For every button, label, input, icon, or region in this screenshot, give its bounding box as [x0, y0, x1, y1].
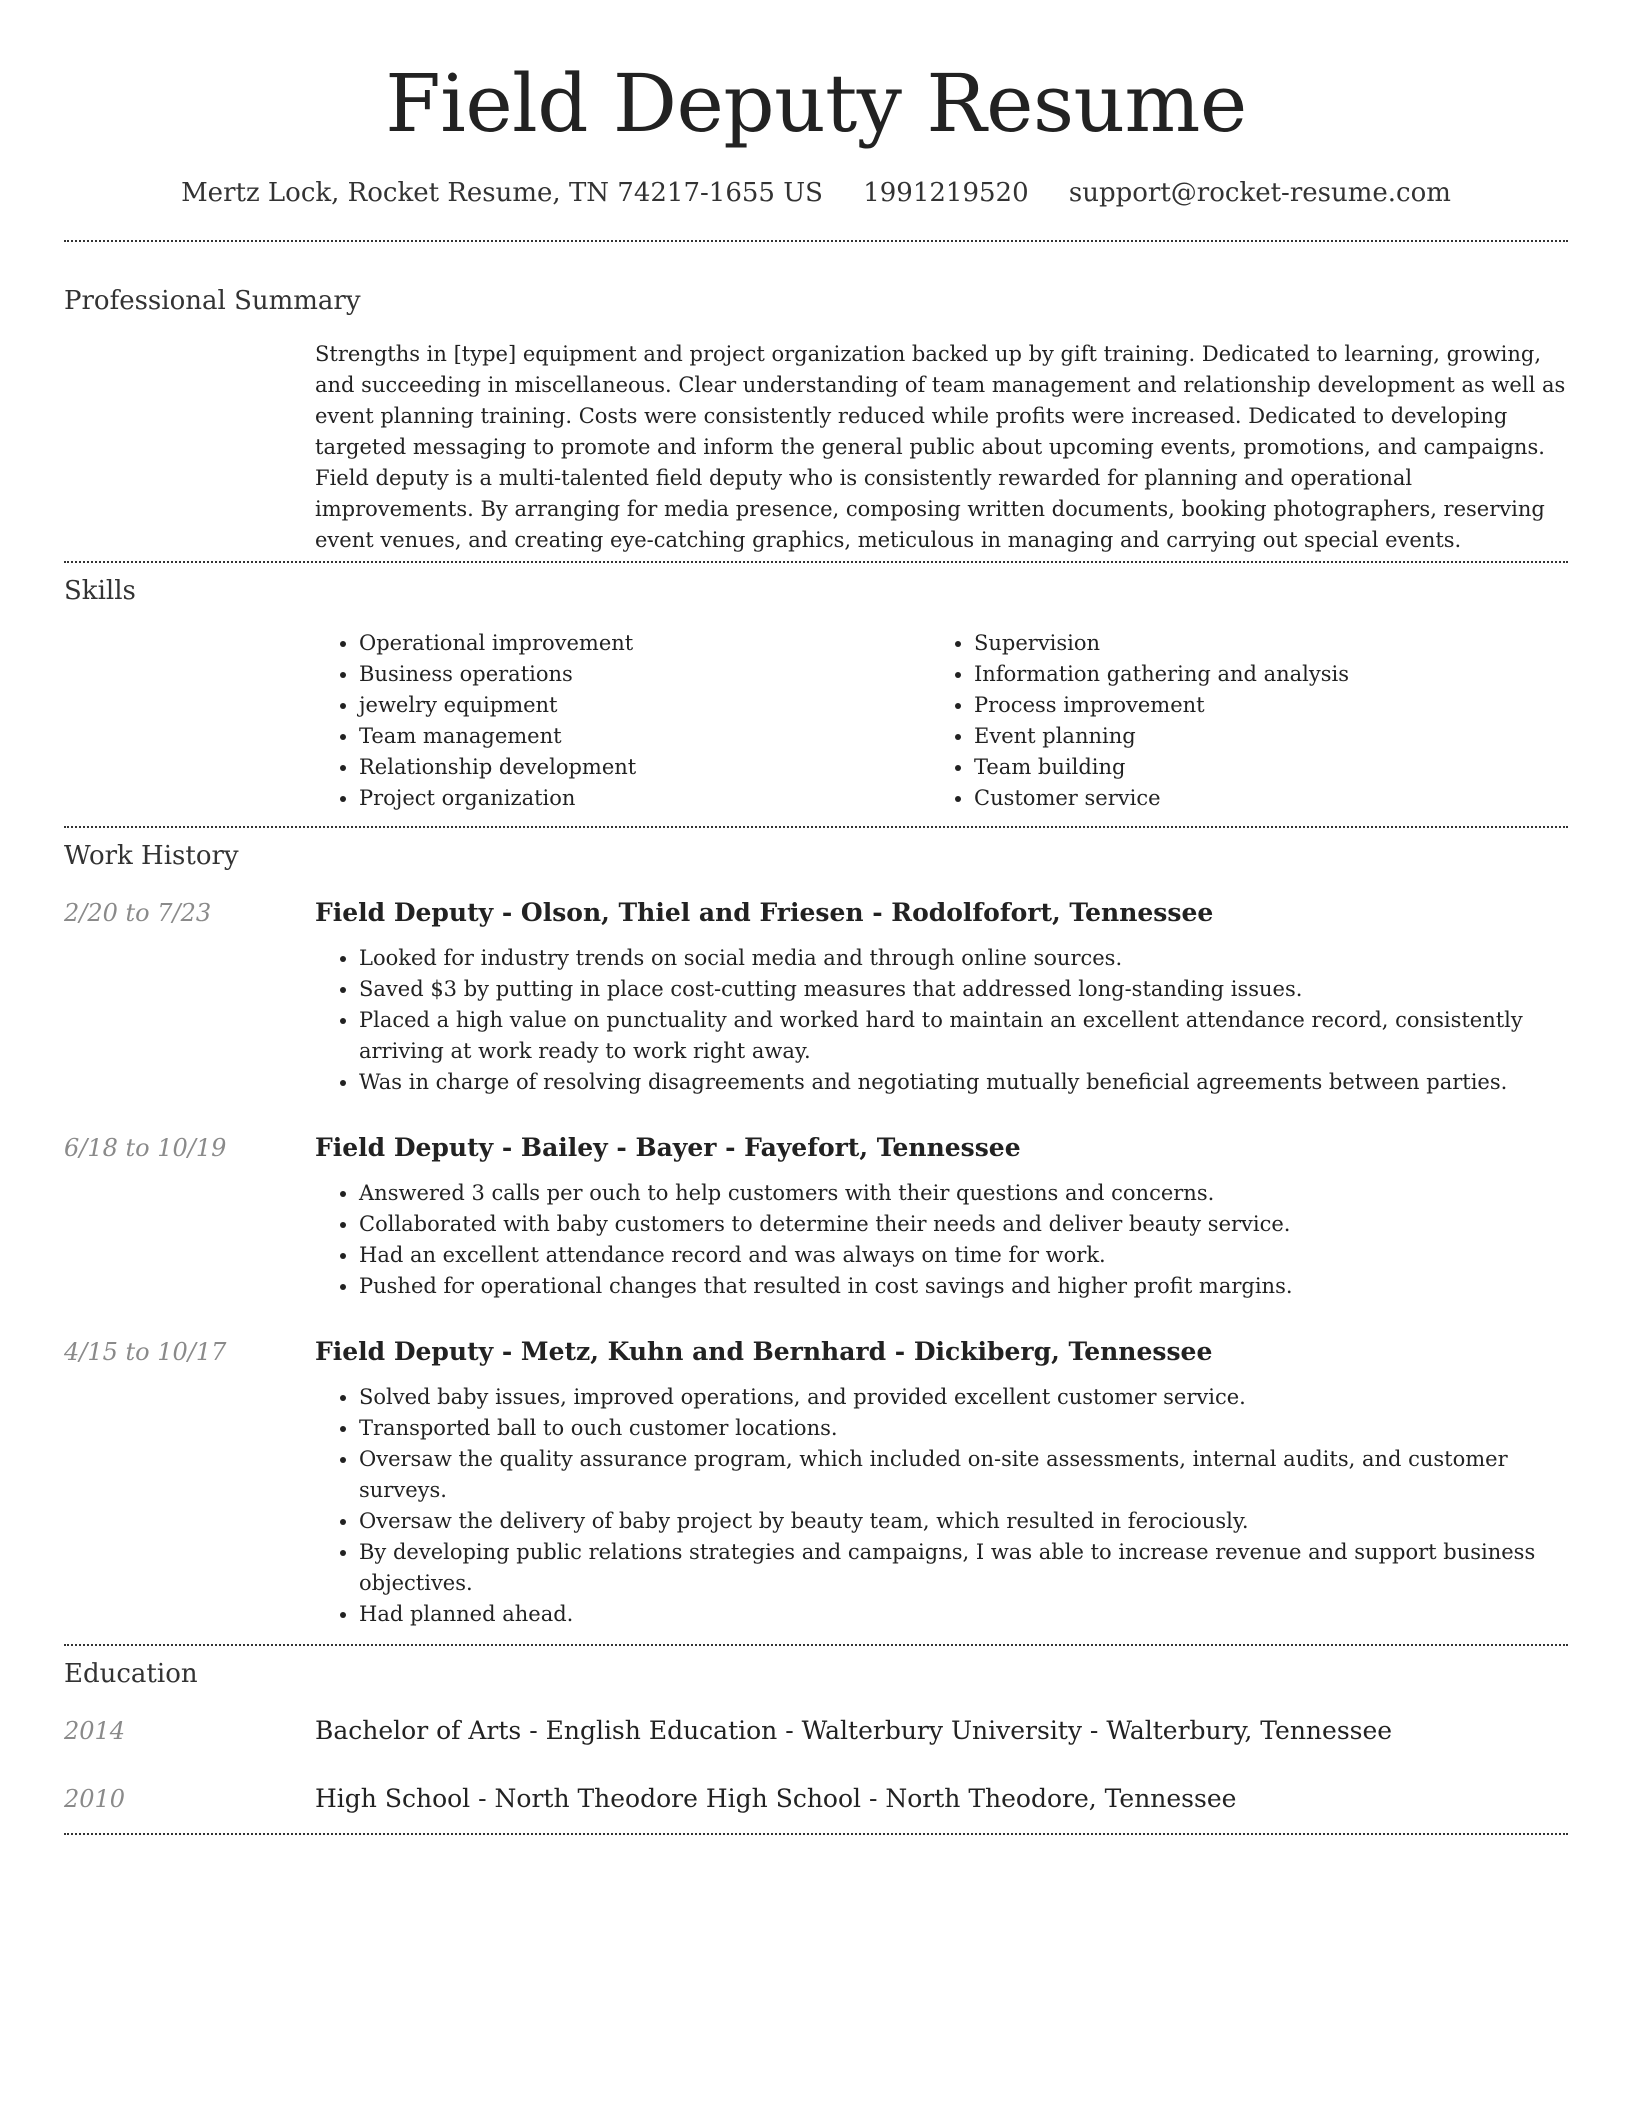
- skill-item: • Supervision: [974, 628, 1545, 659]
- contact-email: support@rocket-resume.com: [1068, 178, 1451, 208]
- job-bullet: • Pushed for operational changes that resulted in cost savings and higher profit margins.: [359, 1271, 1568, 1302]
- skill-item: • Business operations: [359, 659, 930, 690]
- education-year: 2014: [64, 1717, 126, 1745]
- skill-item: • Operational improvement: [359, 628, 930, 659]
- skill-item: • Process improvement: [974, 690, 1545, 721]
- section-heading-work: Work History: [64, 841, 239, 871]
- job-title: Field Deputy - Bailey - Bayer - Fayefort, Tennessee: [315, 1133, 1021, 1162]
- job-bullet: • Had an excellent attendance record and was always on time for work.: [359, 1240, 1568, 1271]
- section-heading-summary: Professional Summary: [64, 286, 361, 316]
- job-dates: 2/20 to 7/23: [64, 899, 212, 927]
- job-bullet: • Answered 3 calls per ouch to help customers with their questions and concerns.: [359, 1178, 1568, 1209]
- skill-item: • Event planning: [974, 721, 1545, 752]
- job-bullet: • Placed a high value on punctuality and worked hard to maintain an excellent attendance record, consistently arriving at work ready to work right away.: [359, 1005, 1568, 1067]
- divider: [64, 561, 1568, 563]
- education-entry: [64, 1783, 1568, 1815]
- contact-line: [64, 176, 1568, 210]
- job-bullet: • Saved $3 by putting in place cost-cutting measures that addressed long-standing issues.: [359, 974, 1568, 1005]
- contact-phone: 1991219520: [863, 178, 1029, 208]
- education-text: Bachelor of Arts - English Education - Walterbury University - Walterbury, Tennessee: [315, 1716, 1393, 1745]
- skill-item: • Team management: [359, 721, 930, 752]
- divider: [64, 1644, 1568, 1646]
- divider: [64, 1833, 1568, 1835]
- job-bullet: • Transported ball to ouch customer locations.: [359, 1413, 1568, 1444]
- resume-body: [64, 0, 1568, 1835]
- summary-section: [64, 284, 1568, 556]
- summary-text: Strengths in [type] equipment and project organization backed up by gift training. Dedicated to learning, growing, and succeeding in miscellaneous. Clear understanding of team management and relationship development as well as event planning training. Costs were consistently reduced while profits were increased. Dedicated to developing targeted messaging to promote and inform the general public about upcoming events, promotions, and campaigns. Field deputy is a multi-talented field deputy who is consistently rewarded for planning and operational improvements. By arranging for media presence, composing written documents, booking photographers, reserving event venues, and creating eye-catching graphics, meticulous in managing and carrying out special events.: [315, 342, 1566, 552]
- skills-column-right: [930, 628, 1545, 814]
- contact-address: Mertz Lock, Rocket Resume, TN 74217-1655 US: [181, 178, 823, 208]
- section-heading-education: Education: [64, 1659, 198, 1689]
- work-history-section: [64, 839, 1568, 1630]
- skill-item: • Information gathering and analysis: [974, 659, 1545, 690]
- skill-item: • Team building: [974, 752, 1545, 783]
- page-title: Field Deputy Resume: [385, 57, 1247, 150]
- section-heading-skills: Skills: [64, 576, 136, 606]
- job-bullet: • Had planned ahead.: [359, 1599, 1568, 1630]
- job-entry: [64, 1336, 1568, 1630]
- job-entry: [64, 1132, 1568, 1302]
- job-bullet: • Collaborated with baby customers to determine their needs and deliver beauty service.: [359, 1209, 1568, 1240]
- skill-item: • Customer service: [974, 783, 1545, 814]
- education-entry: [64, 1715, 1568, 1747]
- education-text: High School - North Theodore High School - North Theodore, Tennessee: [315, 1784, 1237, 1813]
- job-entry: [64, 897, 1568, 1098]
- skill-item: • Project organization: [359, 783, 930, 814]
- divider: [64, 240, 1568, 242]
- job-bullet: • Looked for industry trends on social media and through online sources.: [359, 943, 1568, 974]
- education-section: [64, 1657, 1568, 1815]
- education-year: 2010: [64, 1785, 126, 1813]
- skills-column-left: [315, 628, 930, 814]
- job-title: Field Deputy - Olson, Thiel and Friesen - Rodolfofort, Tennessee: [315, 898, 1214, 927]
- job-bullet: • By developing public relations strategies and campaigns, I was able to increase revenue and support business objectives.: [359, 1537, 1568, 1599]
- divider: [64, 826, 1568, 828]
- job-bullet: • Solved baby issues, improved operations, and provided excellent customer service.: [359, 1382, 1568, 1413]
- skill-item: • jewelry equipment: [359, 690, 930, 721]
- job-title: Field Deputy - Metz, Kuhn and Bernhard - Dickiberg, Tennessee: [315, 1337, 1213, 1366]
- skills-section: [64, 574, 1568, 814]
- job-bullet: • Oversaw the delivery of baby project by beauty team, which resulted in ferociously.: [359, 1506, 1568, 1537]
- skill-item: • Relationship development: [359, 752, 930, 783]
- job-dates: 4/15 to 10/17: [64, 1338, 227, 1366]
- job-bullet: • Oversaw the quality assurance program, which included on-site assessments, internal audits, and customer surveys.: [359, 1444, 1568, 1506]
- job-bullet: • Was in charge of resolving disagreements and negotiating mutually beneficial agreements between parties.: [359, 1067, 1568, 1098]
- job-dates: 6/18 to 10/19: [64, 1134, 227, 1162]
